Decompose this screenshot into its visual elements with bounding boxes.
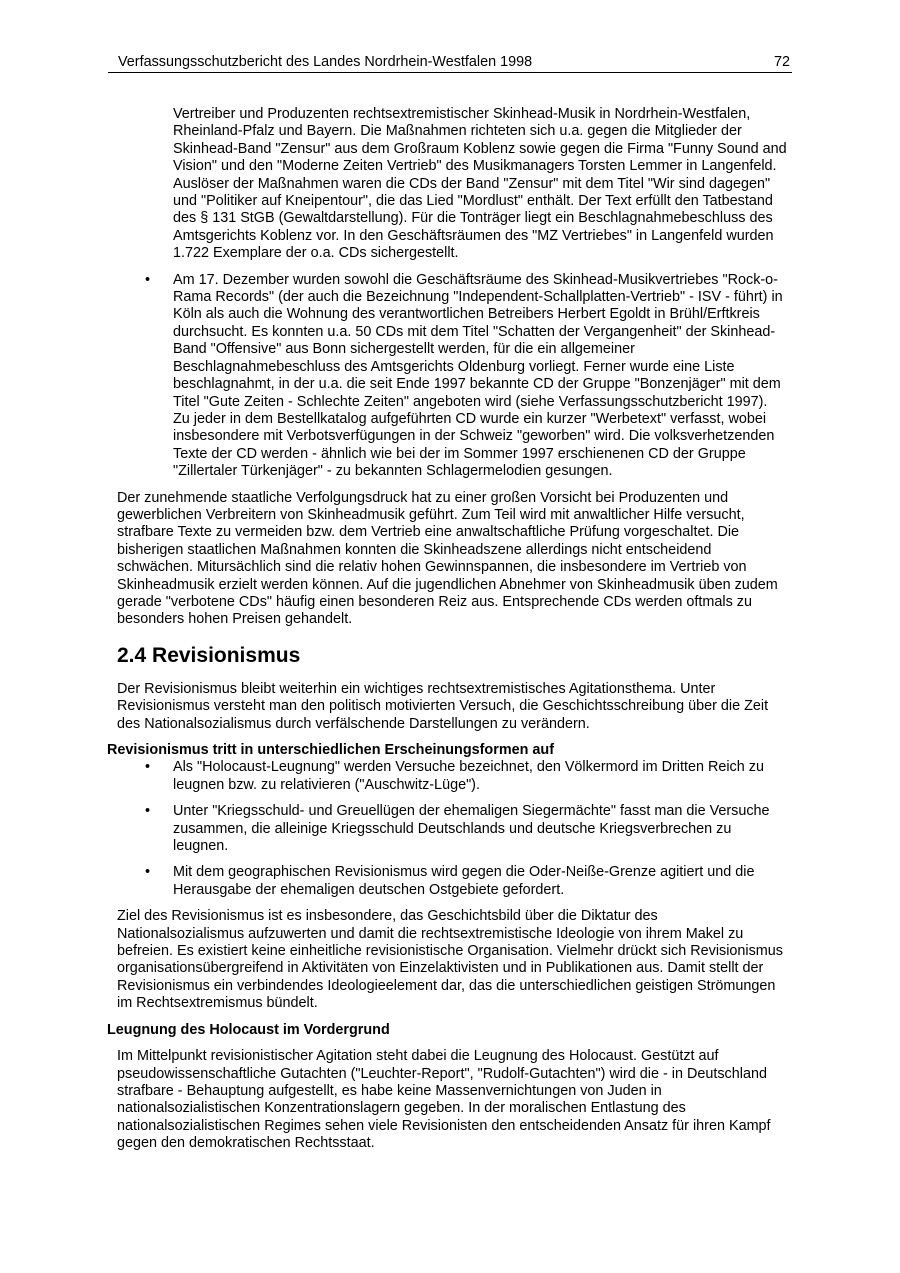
list-item-text: Als "Holocaust-Leugnung" werden Versuche bezeichnet, den Völkermord im Dritten Reich zu leugnen bzw. zu relativieren ("Auschwitz-Lüge"). <box>173 759 764 793</box>
paragraph-revisionism-intro: Der Revisionismus bleibt weiterhin ein wichtiges rechtsextremistisches Agitationsthema. Unter Revisionismus versteht man den politisch motivierten Versuch, die Geschichtsschreibung über die Zeit des Nationalsozialismus durch verfälschende Darstellungen zu verändern. <box>117 680 769 732</box>
measures-bullet-list <box>117 272 787 481</box>
paragraph-holocaust-denial: Im Mittelpunkt revisionistischer Agitation steht dabei die Leugnung des Holocaust. Gestützt auf pseudowissenschaftliche Gutachten ("Leuchter-Report", "Rudolf-Gutachten") wird die - in Deutschland strafbare - Behauptung aufgestellt, es habe keine Massenvernichtungen von Juden in nationalsozialistischen Konzentrationslagern gegeben. In der moralischen Entlastung des nationalsozialistischen Regimes sehen viele Revisionisten den entscheidenden Ansatz für ihren Kampf gegen den demokratischen Rechtsstaat. <box>117 1048 771 1152</box>
list-item-text: Am 17. Dezember wurden sowohl die Geschäftsräume des Skinhead-Musikvertriebes "Rock-o-Rama Records" (der auch die Bezeichnung "Independent-Schallplatten-Vertrieb" - ISV - führt) in Köln als auch die Wohnung des verantwortlichen Betreibers Herbert Egoldt in Brühl/Erftkreis durchsucht. Es konnten u.a. 50 CDs mit dem Titel "Schatten der Vergangenheit" der Skinhead-Band "Offensive" aus Bonn sichergestellt werden, für die ein allgemeiner Beschlagnahmebeschluss des Amtsgerichts Oldenburg vorliegt. Ferner wurde eine Liste beschlagnahmt, in der u.a. die seit Ende 1997 bekannte CD der Gruppe "Bonzenjäger" mit dem Titel "Gute Zeiten - Schlechte Zeiten" angeboten wird (siehe Verfassungsschutzbericht 1997). Zu jeder in dem Bestellkatalog aufgeführten CD wurde ein kurzer "Werbetext" verfasst, wobei insbesondere mit Verbotsverfügungen in der Schweiz "geworben" wird. Die volksverhetzenden Texte der CD werden - ähnlich wie bei der im Sommer 1997 erschienenen CD der Gruppe "Zillertaler Türkenjäger" - zu bekannten Schlagermelodien gesungen. <box>173 271 783 480</box>
subheading-holocaust-denial: Leugnung des Holocaust im Vordergrund <box>107 1021 390 1038</box>
subheading-forms: Revisionismus tritt in unterschiedlichen Erscheinungsformen auf <box>107 742 554 758</box>
forms-bullet-list <box>117 759 787 899</box>
list-item <box>117 272 787 481</box>
list-item <box>117 864 787 899</box>
list-item <box>117 759 787 794</box>
paragraph-revisionism-goal: Ziel des Revisionismus ist es insbesondere, das Geschichtsbild über die Diktatur des Nationalsozialismus aufzuwerten und damit die rechtsextremistische Ideologie von ihrem Makel zu befreien. Es existiert keine einheitliche revisionistische Organisation. Vielmehr drückt sich Revisionismus organisationsübergreifend in Aktivitäten von Einzelaktivisten und in Publikationen aus. Damit stellt der Revisionismus ein verbindendes Ideologieelement dar, das die unterschiedlichen geistigen Strömungen im Rechtsextremismus bündelt. <box>117 908 783 1012</box>
list-item-text: Unter "Kriegsschuld- und Greuellügen der ehemaligen Siegermächte" fasst man die Versuche zusammen, die alleinige Kriegsschuld Deutschlands und deutsche Kriegsverbrechen zu leugnen. <box>173 803 770 855</box>
document-title: Verfassungsschutzbericht des Landes Nordrhein-Westfalen 1998 <box>118 54 533 70</box>
list-item <box>117 803 787 855</box>
continuation-paragraph: Vertreiber und Produzenten rechtsextremistischer Skinhead-Musik in Nordrhein-Westfalen, Rheinland-Pfalz und Bayern. Die Maßnahmen richteten sich u.a. gegen die Mitglieder der Skinhead-Band "Zensur" aus dem Großraum Koblenz sowie gegen die Firma "Funny Sound and Vision" und den "Moderne Zeiten Vertrieb" des Musikmanagers Torsten Lemmer in Langenfeld. Auslöser der Maßnahmen waren die CDs der Band "Zensur" mit dem Titel "Wir sind dagegen" und "Politiker auf Kneipentour", die das Lied "Mordlust" enthält. Der Text erfüllt den Tatbestand des § 131 StGB (Gewaltdarstellung). Für die Tonträger liegt ein Beschlagnahmebeschluss des Amtsgerichts Koblenz vor. In den Geschäftsräumen des "MZ Vertriebes" in Langenfeld wurden 1.722 Exemplare der o.a. CDs sichergestellt. <box>173 106 787 262</box>
bullet-icon: • <box>145 864 151 881</box>
paragraph-prosecution-pressure: Der zunehmende staatliche Verfolgungsdruck hat zu einer großen Vorsicht bei Produzenten und gewerblichen Verbreitern von Skinheadmusik geführt. Zum Teil wird mit anwaltlicher Hilfe versucht, strafbare Texte zu vermeiden bzw. dem Vertrieb eine anwaltschaftliche Prüfung vorgeschaltet. Die bisherigen staatlichen Maßnahmen konnten die Skinheadszene allerdings nicht entscheidend schwächen. Mitursächlich sind die relativ hohen Gewinnspannen, die insbesondere im Vertrieb von Skinheadmusik erzielt werden können. Auf die jugendlichen Abnehmer von Skinheadmusik üben zudem gerade "verbotene CDs" häufig einen besonderen Reiz aus. Entsprechende CDs werden oftmals zu besonders hohen Preisen gehandelt. <box>117 489 778 628</box>
section-heading: 2.4 Revisionismus <box>117 643 301 667</box>
page-number: 72 <box>773 54 790 70</box>
bullet-icon: • <box>145 759 151 776</box>
page-header <box>108 52 792 73</box>
bullet-icon: • <box>145 803 151 820</box>
bullet-icon: • <box>145 271 151 288</box>
list-item-text: Mit dem geographischen Revisionismus wird gegen die Oder-Neiße-Grenze agitiert und die Herausgabe der ehemaligen deutschen Ostgebiete gefordert. <box>173 864 755 898</box>
page-body <box>107 106 787 1162</box>
